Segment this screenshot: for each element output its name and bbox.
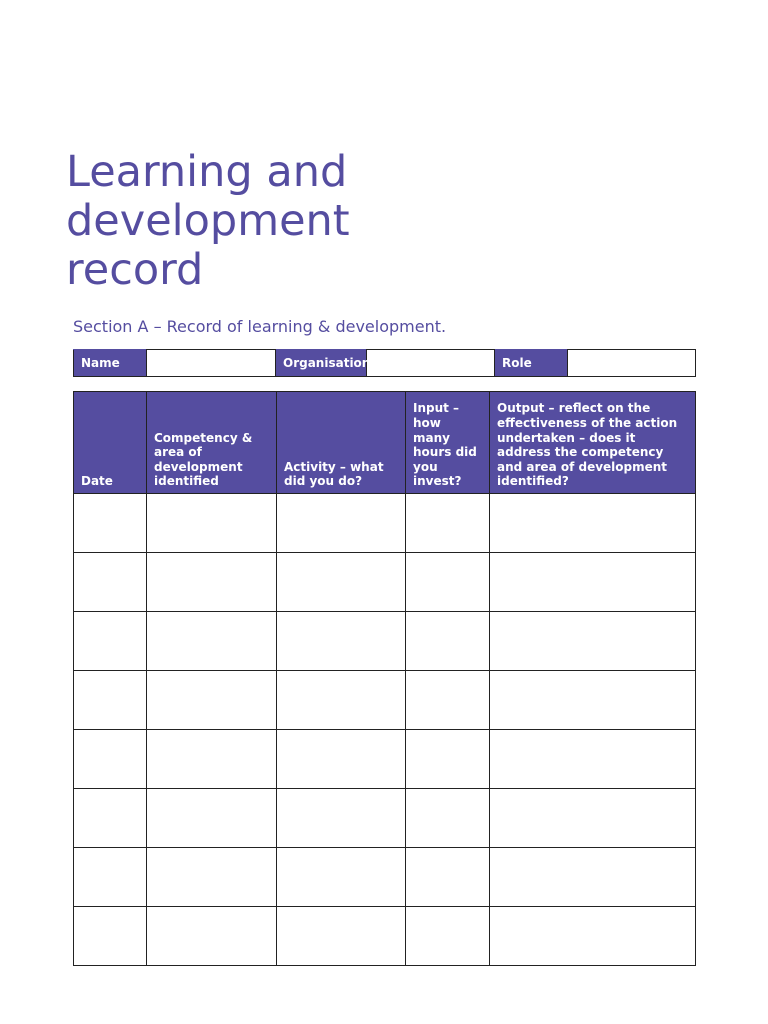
records-header-row	[74, 392, 696, 494]
table-cell[interactable]	[406, 789, 490, 848]
table-row	[74, 612, 696, 671]
table-cell[interactable]	[147, 730, 277, 789]
records-table	[73, 391, 696, 966]
table-cell[interactable]	[147, 789, 277, 848]
table-cell[interactable]	[490, 494, 696, 553]
table-row	[74, 553, 696, 612]
table-cell[interactable]	[147, 671, 277, 730]
records-body	[74, 494, 696, 966]
table-cell[interactable]	[277, 612, 406, 671]
title-line-3: record	[66, 245, 204, 295]
table-cell[interactable]	[74, 789, 147, 848]
info-row	[74, 350, 696, 377]
table-cell[interactable]	[490, 907, 696, 966]
table-cell[interactable]	[147, 848, 277, 907]
role-label: Role	[495, 350, 568, 377]
table-cell[interactable]	[406, 553, 490, 612]
table-cell[interactable]	[74, 907, 147, 966]
table-cell[interactable]	[406, 671, 490, 730]
table-cell[interactable]	[406, 612, 490, 671]
table-row	[74, 789, 696, 848]
table-cell[interactable]	[277, 848, 406, 907]
organisation-label: Organisation	[276, 350, 367, 377]
table-cell[interactable]	[277, 730, 406, 789]
title-line-2: development	[66, 196, 350, 246]
table-cell[interactable]	[147, 612, 277, 671]
table-cell[interactable]	[277, 553, 406, 612]
table-cell[interactable]	[406, 730, 490, 789]
table-row	[74, 907, 696, 966]
table-cell[interactable]	[490, 730, 696, 789]
table-cell[interactable]	[490, 612, 696, 671]
table-cell[interactable]	[147, 907, 277, 966]
table-cell[interactable]	[277, 789, 406, 848]
table-cell[interactable]	[147, 553, 277, 612]
table-cell[interactable]	[490, 553, 696, 612]
table-cell[interactable]	[277, 671, 406, 730]
info-table	[73, 349, 696, 377]
table-cell[interactable]	[406, 848, 490, 907]
header-output: Output – reflect on the effectiveness of the action undertaken – does it address the competency and area of development identified?	[490, 392, 696, 494]
page-title	[66, 148, 486, 295]
section-heading: Section A – Record of learning & development.	[73, 317, 447, 336]
table-cell[interactable]	[74, 730, 147, 789]
table-cell[interactable]	[74, 671, 147, 730]
header-input: Input – how many hours did you invest?	[406, 392, 490, 494]
role-field[interactable]	[568, 350, 696, 377]
table-cell[interactable]	[74, 553, 147, 612]
header-activity: Activity – what did you do?	[277, 392, 406, 494]
table-row	[74, 671, 696, 730]
name-label: Name	[74, 350, 147, 377]
table-cell[interactable]	[277, 494, 406, 553]
title-line-1: Learning and	[66, 147, 348, 197]
table-cell[interactable]	[406, 907, 490, 966]
table-cell[interactable]	[406, 494, 490, 553]
table-cell[interactable]	[490, 789, 696, 848]
organisation-field[interactable]	[367, 350, 495, 377]
header-competency: Competency & area of development identified	[147, 392, 277, 494]
table-cell[interactable]	[74, 494, 147, 553]
table-cell[interactable]	[277, 907, 406, 966]
table-cell[interactable]	[74, 612, 147, 671]
table-row	[74, 730, 696, 789]
table-row	[74, 494, 696, 553]
table-cell[interactable]	[147, 494, 277, 553]
table-row	[74, 848, 696, 907]
name-field[interactable]	[147, 350, 276, 377]
table-cell[interactable]	[74, 848, 147, 907]
table-cell[interactable]	[490, 848, 696, 907]
table-cell[interactable]	[490, 671, 696, 730]
header-date: Date	[74, 392, 147, 494]
